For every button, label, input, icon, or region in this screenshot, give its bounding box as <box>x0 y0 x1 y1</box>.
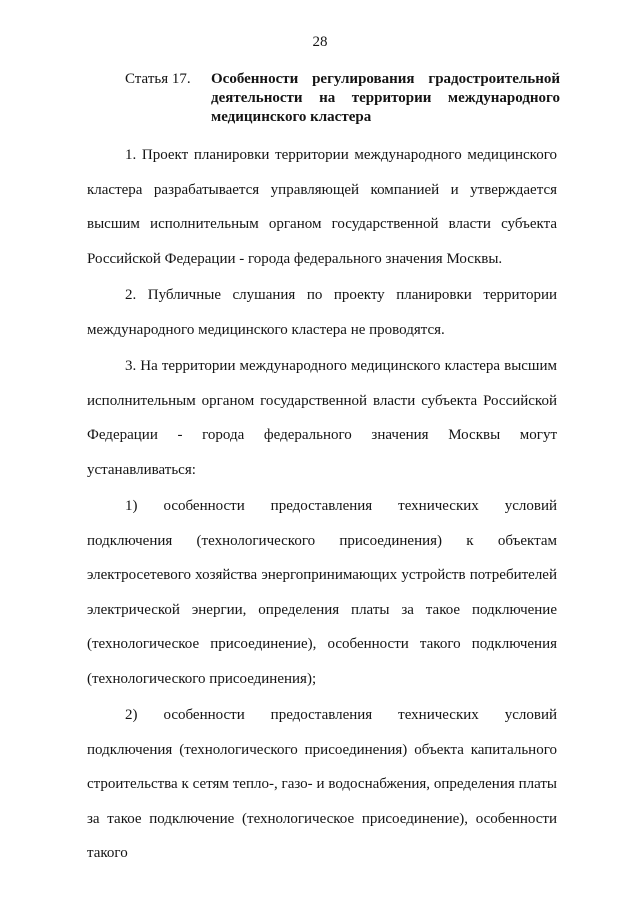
article-label: Статья 17. <box>125 71 191 87</box>
paragraph-1: 1. Проект планировки территории международного медицинского кластера разрабатывается управляющей компанией и утверждается высшим исполнительным органом государственной власти субъекта Российской Федерации - города федерального значения Москвы. <box>87 147 557 267</box>
paragraph-3: 3. На территории международного медицинского кластера высшим исполнительным органом государственной власти субъекта Российской Федерации - города федерального значения Москвы могут устанавливаться: <box>87 358 557 478</box>
page-number: 28 <box>312 34 328 50</box>
list-item-1: 1) особенности предоставления технических условий подключения (технологического присоединения) к объектам электросетевого хозяйства энергопринимающих устройств потребителей электрической энергии, определения платы за такое подключение (технологическое присоединение), особенности такого подключения (технологического присоединения); <box>87 498 557 687</box>
paragraph-2: 2. Публичные слушания по проекту планировки территории международного медицинского кластера не проводятся. <box>87 287 557 338</box>
list-item-2: 2) особенности предоставления технических условий подключения (технологического присоединения) объекта капитального строительства к сетям тепло-, газо- и водоснабжения, определения платы за такое подключение (технологическое присоединение), особенности такого <box>87 707 557 861</box>
article-title: Особенности регулирования градостроительной деятельности на территории международного медицинского кластера <box>211 71 560 125</box>
article-body <box>87 138 557 873</box>
